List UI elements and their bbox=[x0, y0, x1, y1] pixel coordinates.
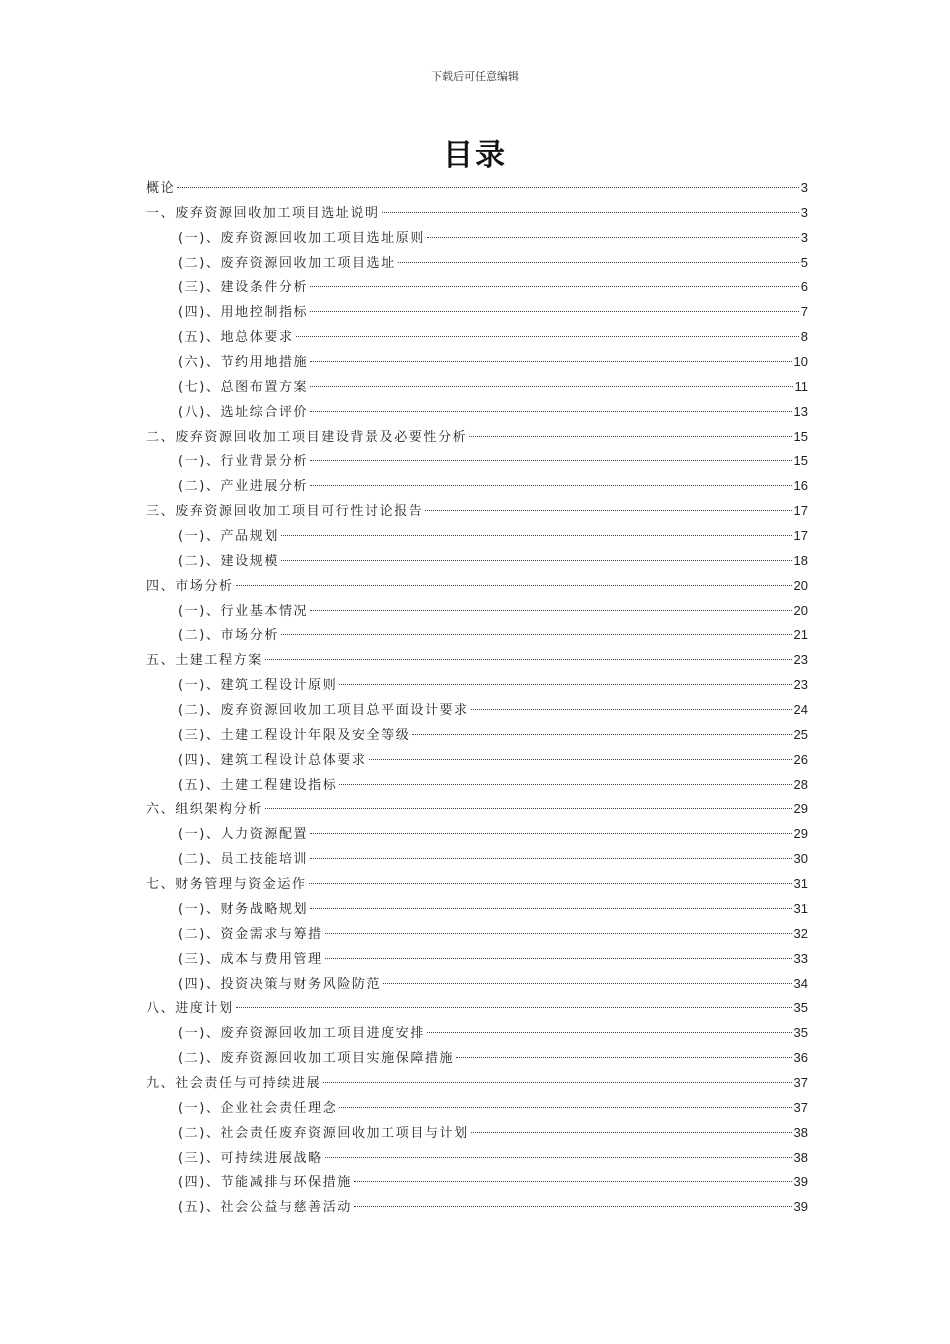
toc-entry[interactable] bbox=[146, 201, 808, 226]
toc-dot-leader bbox=[471, 1132, 792, 1133]
toc-dot-leader bbox=[471, 709, 792, 710]
toc-entry[interactable] bbox=[146, 350, 808, 375]
toc-entry[interactable] bbox=[146, 623, 808, 648]
toc-dot-leader bbox=[456, 1057, 791, 1058]
table-of-contents bbox=[146, 176, 808, 1220]
toc-entry-page-number: 23 bbox=[793, 652, 808, 668]
toc-dot-leader bbox=[310, 908, 791, 909]
toc-entry-page-number: 30 bbox=[793, 851, 808, 867]
toc-entry-label: 二、废弃资源回收加工项目建设背景及必要性分析 bbox=[146, 429, 468, 445]
toc-entry-page-number: 25 bbox=[793, 726, 808, 742]
toc-entry[interactable] bbox=[146, 872, 808, 897]
toc-dot-leader bbox=[369, 759, 792, 760]
toc-entry-page-number: 13 bbox=[793, 403, 808, 419]
toc-dot-leader bbox=[281, 560, 792, 561]
toc-dot-leader bbox=[427, 237, 799, 238]
toc-entry-page-number: 17 bbox=[793, 528, 808, 544]
toc-entry-label: (四)、建筑工程设计总体要求 bbox=[178, 752, 367, 768]
toc-entry-page-number: 6 bbox=[800, 279, 808, 295]
toc-dot-leader bbox=[339, 684, 791, 685]
toc-dot-leader bbox=[310, 610, 791, 611]
toc-entry-label: (一)、行业基本情况 bbox=[178, 603, 309, 619]
toc-entry[interactable] bbox=[146, 1021, 808, 1046]
toc-entry-label: (七)、总图布置方案 bbox=[178, 379, 309, 395]
toc-entry-label: (五)、社会公益与慈善活动 bbox=[178, 1200, 352, 1216]
toc-entry-page-number: 10 bbox=[793, 354, 808, 370]
toc-entry-label: (二)、社会责任废弃资源回收加工项目与计划 bbox=[178, 1125, 469, 1141]
toc-entry-page-number: 35 bbox=[793, 1000, 808, 1016]
toc-entry[interactable] bbox=[146, 499, 808, 524]
toc-dot-leader bbox=[310, 311, 799, 312]
toc-entry-page-number: 3 bbox=[800, 204, 808, 220]
toc-title: 目录 bbox=[443, 138, 507, 173]
toc-entry[interactable] bbox=[146, 723, 808, 748]
toc-dot-leader bbox=[310, 386, 792, 387]
toc-entry[interactable] bbox=[146, 449, 808, 474]
toc-entry-page-number: 32 bbox=[793, 925, 808, 941]
toc-entry-label: 一、废弃资源回收加工项目选址说明 bbox=[146, 205, 380, 221]
toc-entry-page-number: 39 bbox=[793, 1199, 808, 1215]
toc-entry-page-number: 15 bbox=[793, 453, 808, 469]
toc-entry[interactable] bbox=[146, 1046, 808, 1071]
toc-dot-leader bbox=[310, 361, 791, 362]
toc-entry-label: (二)、废弃资源回收加工项目实施保障措施 bbox=[178, 1051, 455, 1067]
toc-entry[interactable] bbox=[146, 698, 808, 723]
toc-entry-label: (三)、土建工程设计年限及安全等级 bbox=[178, 727, 411, 743]
toc-entry-page-number: 31 bbox=[793, 876, 808, 892]
toc-entry[interactable] bbox=[146, 773, 808, 798]
toc-dot-leader bbox=[325, 1157, 792, 1158]
toc-dot-leader bbox=[323, 1082, 791, 1083]
header-note: 下载后可任意编辑 bbox=[431, 70, 519, 83]
toc-dot-leader bbox=[310, 460, 791, 461]
toc-entry-page-number: 3 bbox=[800, 229, 808, 245]
toc-entry[interactable] bbox=[146, 1195, 808, 1220]
toc-dot-leader bbox=[177, 187, 799, 188]
toc-dot-leader bbox=[310, 485, 791, 486]
toc-entry[interactable] bbox=[146, 375, 808, 400]
toc-dot-leader bbox=[296, 336, 799, 337]
toc-dot-leader bbox=[236, 585, 792, 586]
toc-entry[interactable] bbox=[146, 226, 808, 251]
toc-entry-label: (四)、用地控制指标 bbox=[178, 305, 309, 321]
toc-entry-label: (一)、人力资源配置 bbox=[178, 827, 309, 843]
toc-entry[interactable] bbox=[146, 996, 808, 1021]
toc-dot-leader bbox=[427, 1032, 792, 1033]
toc-dot-leader bbox=[310, 858, 791, 859]
toc-entry[interactable] bbox=[146, 822, 808, 847]
toc-dot-leader bbox=[265, 808, 792, 809]
toc-entry[interactable] bbox=[146, 549, 808, 574]
toc-dot-leader bbox=[412, 734, 791, 735]
toc-entry-label: (二)、产业进展分析 bbox=[178, 479, 309, 495]
toc-entry-label: 五、土建工程方案 bbox=[146, 653, 263, 669]
toc-dot-leader bbox=[310, 833, 791, 834]
toc-entry-page-number: 3 bbox=[800, 180, 808, 195]
toc-entry-page-number: 16 bbox=[793, 478, 808, 494]
toc-entry-label: (一)、建筑工程设计原则 bbox=[178, 678, 338, 694]
toc-entry[interactable] bbox=[146, 972, 808, 997]
toc-entry-label: (六)、节约用地措施 bbox=[178, 355, 309, 371]
toc-entry-label: (三)、可持续进展战略 bbox=[178, 1150, 323, 1166]
toc-entry-label: (二)、废弃资源回收加工项目总平面设计要求 bbox=[178, 703, 469, 719]
toc-entry-label: (二)、建设规模 bbox=[178, 553, 279, 569]
toc-dot-leader bbox=[383, 983, 791, 984]
toc-entry-label: (四)、节能减排与环保措施 bbox=[178, 1175, 352, 1191]
toc-entry-label: (一)、废弃资源回收加工项目进度安排 bbox=[178, 1026, 425, 1042]
toc-entry[interactable] bbox=[146, 1096, 808, 1121]
toc-entry-label: 三、废弃资源回收加工项目可行性讨论报告 bbox=[146, 504, 424, 520]
toc-entry-page-number: 38 bbox=[793, 1149, 808, 1165]
toc-dot-leader bbox=[236, 1007, 792, 1008]
toc-entry[interactable] bbox=[146, 251, 808, 276]
toc-entry-page-number: 11 bbox=[794, 378, 808, 394]
toc-entry-page-number: 35 bbox=[793, 1025, 808, 1041]
toc-entry-page-number: 5 bbox=[800, 254, 808, 270]
toc-entry-page-number: 21 bbox=[793, 627, 808, 643]
toc-entry[interactable] bbox=[146, 947, 808, 972]
toc-entry-label: (五)、地总体要求 bbox=[178, 330, 294, 346]
toc-entry-label: (二)、员工技能培训 bbox=[178, 852, 309, 868]
toc-entry-label: 九、社会责任与可持续进展 bbox=[146, 1075, 322, 1091]
toc-entry[interactable] bbox=[146, 648, 808, 673]
toc-entry[interactable] bbox=[146, 673, 808, 698]
toc-entry-label: (一)、财务战略规划 bbox=[178, 901, 309, 917]
toc-entry[interactable] bbox=[146, 574, 808, 599]
toc-dot-leader bbox=[310, 286, 799, 287]
toc-dot-leader bbox=[469, 436, 791, 437]
toc-entry[interactable] bbox=[146, 425, 808, 450]
toc-entry-label: (三)、建设条件分析 bbox=[178, 280, 309, 296]
toc-dot-leader bbox=[382, 212, 799, 213]
toc-entry-page-number: 38 bbox=[793, 1124, 808, 1140]
toc-entry-page-number: 29 bbox=[793, 801, 808, 817]
toc-dot-leader bbox=[354, 1206, 792, 1207]
toc-entry-page-number: 7 bbox=[800, 304, 808, 320]
toc-entry[interactable] bbox=[146, 474, 808, 499]
toc-entry-page-number: 24 bbox=[793, 702, 808, 718]
toc-dot-leader bbox=[281, 634, 792, 635]
toc-entry-label: 四、市场分析 bbox=[146, 578, 234, 594]
toc-entry[interactable] bbox=[146, 1121, 808, 1146]
toc-entry[interactable] bbox=[146, 300, 808, 325]
toc-entry[interactable] bbox=[146, 524, 808, 549]
toc-dot-leader bbox=[339, 784, 791, 785]
toc-entry[interactable] bbox=[146, 275, 808, 300]
toc-entry-page-number: 8 bbox=[800, 329, 808, 345]
toc-entry[interactable] bbox=[146, 400, 808, 425]
toc-entry-page-number: 17 bbox=[793, 503, 808, 519]
toc-entry-label: (五)、土建工程建设指标 bbox=[178, 777, 338, 793]
toc-entry-label: (一)、产品规划 bbox=[178, 529, 279, 545]
toc-entry-page-number: 37 bbox=[793, 1099, 808, 1115]
toc-entry-page-number: 31 bbox=[793, 900, 808, 916]
toc-entry-page-number: 23 bbox=[793, 677, 808, 693]
toc-dot-leader bbox=[354, 1181, 792, 1182]
toc-dot-leader bbox=[309, 883, 792, 884]
toc-entry[interactable] bbox=[146, 797, 808, 822]
toc-entry-label: (二)、市场分析 bbox=[178, 628, 279, 644]
toc-entry-label: 七、财务管理与资金运作 bbox=[146, 877, 307, 893]
toc-entry-label: 概论 bbox=[146, 181, 176, 196]
toc-dot-leader bbox=[265, 659, 792, 660]
toc-dot-leader bbox=[325, 958, 792, 959]
toc-entry[interactable] bbox=[146, 748, 808, 773]
toc-entry-page-number: 18 bbox=[793, 552, 808, 568]
toc-dot-leader bbox=[325, 933, 792, 934]
toc-dot-leader bbox=[281, 535, 792, 536]
toc-entry[interactable] bbox=[146, 325, 808, 350]
toc-entry[interactable] bbox=[146, 1071, 808, 1096]
toc-entry-label: (八)、选址综合评价 bbox=[178, 404, 309, 420]
toc-dot-leader bbox=[310, 411, 791, 412]
toc-entry[interactable] bbox=[146, 599, 808, 624]
toc-entry-label: 八、进度计划 bbox=[146, 1001, 234, 1017]
toc-entry-page-number: 15 bbox=[793, 428, 808, 444]
toc-entry-label: (二)、资金需求与筹措 bbox=[178, 926, 323, 942]
toc-dot-leader bbox=[339, 1107, 791, 1108]
toc-entry-label: (一)、废弃资源回收加工项目选址原则 bbox=[178, 230, 425, 246]
toc-entry-page-number: 26 bbox=[793, 751, 808, 767]
toc-entry-page-number: 33 bbox=[793, 950, 808, 966]
toc-entry[interactable] bbox=[146, 1146, 808, 1171]
toc-dot-leader bbox=[425, 510, 791, 511]
toc-entry[interactable] bbox=[146, 176, 808, 201]
toc-entry-label: (一)、企业社会责任理念 bbox=[178, 1100, 338, 1116]
toc-entry-page-number: 39 bbox=[793, 1174, 808, 1190]
toc-entry[interactable] bbox=[146, 847, 808, 872]
toc-entry-page-number: 20 bbox=[793, 602, 808, 618]
toc-dot-leader bbox=[398, 262, 799, 263]
toc-entry-label: 六、组织架构分析 bbox=[146, 802, 263, 818]
toc-entry-label: (四)、投资决策与财务风险防范 bbox=[178, 976, 382, 992]
toc-entry-page-number: 37 bbox=[793, 1074, 808, 1090]
toc-entry[interactable] bbox=[146, 897, 808, 922]
toc-entry-page-number: 29 bbox=[793, 826, 808, 842]
toc-entry-page-number: 28 bbox=[793, 776, 808, 792]
toc-entry-label: (三)、成本与费用管理 bbox=[178, 951, 323, 967]
toc-entry-label: (二)、废弃资源回收加工项目选址 bbox=[178, 255, 396, 271]
toc-entry-label: (一)、行业背景分析 bbox=[178, 454, 309, 470]
toc-entry[interactable] bbox=[146, 922, 808, 947]
toc-entry-page-number: 34 bbox=[793, 975, 808, 991]
toc-entry-page-number: 36 bbox=[793, 1050, 808, 1066]
toc-entry-page-number: 20 bbox=[793, 577, 808, 593]
toc-entry[interactable] bbox=[146, 1170, 808, 1195]
